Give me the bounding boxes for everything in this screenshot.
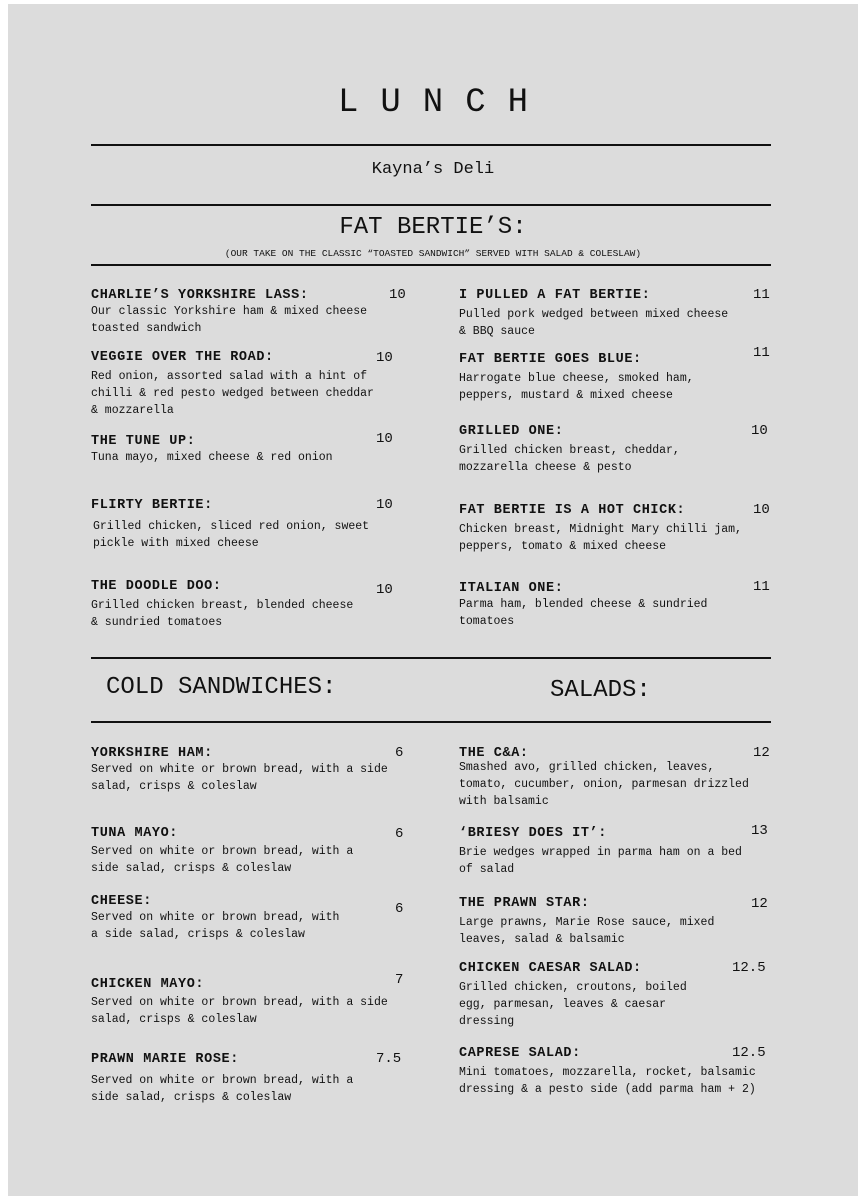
item-description: Served on white or brown bread, with a side salad, crisps & coleslaw (91, 996, 388, 1026)
item-name: FAT BERTIE GOES BLUE: (459, 352, 642, 367)
item-price: 10 (751, 423, 768, 439)
item-name: VEGGIE OVER THE ROAD: (91, 350, 274, 365)
menu-item (459, 746, 749, 810)
item-description: Smashed avo, grilled chicken, leaves, tomato, cucumber, onion, parmesan drizzled with balsamic (459, 761, 749, 808)
item-name: ITALIAN ONE: (459, 581, 564, 596)
item-description: Pulled pork wedged between mixed cheese & BBQ sauce (459, 308, 729, 338)
item-price: 11 (753, 345, 770, 361)
item-price: 7 (395, 972, 404, 988)
item-price: 6 (395, 826, 404, 842)
menu-item (91, 977, 391, 1028)
item-description: Served on white or brown bread, with a side salad, crisps & coleslaw (91, 845, 354, 875)
item-price: 6 (395, 901, 404, 917)
fat-berties-heading: FAT BERTIE’S: (339, 214, 527, 241)
item-description: Our classic Yorkshire ham & mixed cheese toasted sandwich (91, 305, 368, 335)
menu-item (91, 498, 391, 552)
menu-item (459, 581, 749, 630)
item-price: 6 (395, 745, 404, 761)
item-description: Grilled chicken breast, cheddar, mozzarella cheese & pesto (459, 444, 680, 474)
item-name: GRILLED ONE: (459, 424, 564, 439)
deli-name: Kayna’s Deli (371, 160, 495, 179)
fat-berties-note: (OUR TAKE ON THE CLASSIC “TOASTED SANDWICH” SERVED WITH SALAD & COLESLAW) (224, 248, 642, 259)
menu-item (91, 434, 401, 466)
item-name: ‘BRIESY DOES IT’: (459, 826, 607, 841)
item-name: FAT BERTIE IS A HOT CHICK: (459, 503, 686, 518)
item-description: Red onion, assorted salad with a hint of chilli & red pesto wedged between cheddar & mozzarella (91, 370, 374, 417)
item-name: TUNA MAYO: (91, 826, 179, 841)
menu-item (459, 503, 749, 555)
item-name: I PULLED A FAT BERTIE: (459, 288, 651, 303)
item-price: 12 (751, 896, 768, 912)
divider (91, 264, 771, 266)
item-price: 10 (376, 582, 393, 598)
item-name: YORKSHIRE HAM: (91, 746, 213, 761)
item-description: Grilled chicken, sliced red onion, sweet pickle with mixed cheese (93, 520, 370, 550)
menu-item (91, 350, 381, 419)
item-description: Grilled chicken breast, blended cheese & sundried tomatoes (91, 599, 354, 629)
divider (91, 144, 771, 146)
item-description: Large prawns, Marie Rose sauce, mixed leaves, salad & balsamic (459, 916, 715, 946)
menu-item (459, 352, 739, 404)
item-price: 10 (376, 497, 393, 513)
item-name: THE DOODLE DOO: (91, 579, 222, 594)
menu-item (459, 288, 729, 340)
item-description: Chicken breast, Midnight Mary chilli jam, peppers, tomato & mixed cheese (459, 523, 742, 553)
item-price: 12 (753, 745, 770, 761)
item-description: Mini tomatoes, mozzarella, rocket, balsamic dressing & a pesto side (add parma ham + 2) (459, 1066, 756, 1096)
menu-item (459, 826, 754, 878)
menu-item (459, 424, 719, 476)
item-description: Served on white or brown bread, with a side salad, crisps & coleslaw (91, 1074, 354, 1104)
menu-item (459, 1046, 759, 1098)
item-description: Brie wedges wrapped in parma ham on a bed of salad (459, 846, 742, 876)
item-price: 13 (751, 823, 768, 839)
item-name: THE C&A: (459, 746, 529, 761)
item-description: Parma ham, blended cheese & sundried tomatoes (459, 598, 708, 628)
item-price: 12.5 (732, 960, 766, 976)
divider (91, 657, 771, 659)
item-name: CAPRESE SALAD: (459, 1046, 581, 1061)
item-description: Tuna mayo, mixed cheese & red onion (91, 451, 333, 464)
item-price: 7.5 (376, 1051, 402, 1067)
item-name: CHARLIE’S YORKSHIRE LASS: (91, 288, 309, 303)
item-description: Served on white or brown bread, with a side salad, crisps & coleslaw (91, 911, 340, 941)
menu-item (91, 826, 381, 877)
item-price: 12.5 (732, 1045, 766, 1061)
menu-item (91, 746, 391, 795)
item-name: CHEESE: (91, 894, 152, 909)
item-description: Served on white or brown bread, with a side salad, crisps & coleslaw (91, 763, 388, 793)
cold-sandwiches-heading: COLD SANDWICHES: (106, 674, 337, 701)
menu-item (91, 894, 341, 943)
menu-item (91, 288, 391, 337)
menu-page (8, 4, 858, 1196)
item-name: PRAWN MARIE ROSE: (91, 1052, 239, 1067)
divider (91, 721, 771, 723)
item-name: FLIRTY BERTIE: (91, 498, 213, 513)
menu-item (91, 579, 361, 631)
menu-item (459, 961, 719, 1030)
item-price: 10 (376, 350, 393, 366)
item-name: THE TUNE UP: (91, 434, 196, 449)
item-price: 10 (389, 287, 406, 303)
menu-item (459, 896, 719, 948)
divider (91, 204, 771, 206)
item-name: THE PRAWN STAR: (459, 896, 590, 911)
menu-item (91, 1052, 381, 1106)
item-price: 10 (376, 431, 393, 447)
item-price: 11 (753, 579, 770, 595)
item-price: 11 (753, 287, 770, 303)
item-price: 10 (753, 502, 770, 518)
item-description: Harrogate blue cheese, smoked ham, peppers, mustard & mixed cheese (459, 372, 694, 402)
page-title: LUNCH (337, 84, 551, 122)
salads-heading: SALADS: (550, 677, 651, 704)
item-name: CHICKEN CAESAR SALAD: (459, 961, 642, 976)
item-description: Grilled chicken, croutons, boiled egg, parmesan, leaves & caesar dressing (459, 981, 687, 1028)
item-name: CHICKEN MAYO: (91, 977, 205, 992)
